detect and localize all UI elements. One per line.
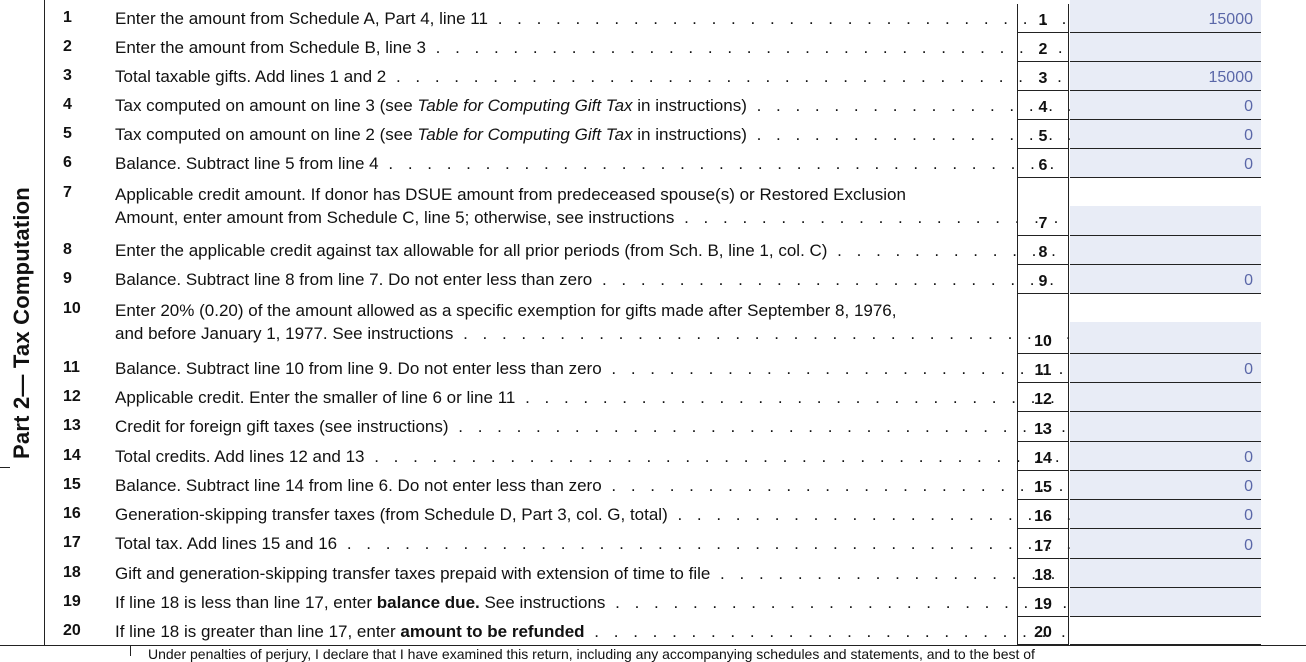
line-box-label: 14 — [1017, 442, 1069, 471]
line-description: Tax computed on amount on line 2 (see Table for Computing Gift Tax in instructions) . . . — [115, 123, 1075, 146]
line-number: 6 — [63, 154, 72, 171]
line-description: Balance. Subtract line 10 from line 9. Do not enter less than zero . . . — [115, 357, 1075, 380]
amount-field-line-4[interactable]: 0 — [1070, 91, 1261, 120]
line-number: 1 — [63, 9, 72, 26]
line-number: 9 — [63, 270, 72, 287]
line-box-label: 19 — [1017, 588, 1069, 617]
line-number: 4 — [63, 96, 72, 113]
line-description: Enter the amount from Schedule A, Part 4, line 11 . . . — [115, 7, 1075, 30]
amount-field-line-7[interactable] — [1070, 206, 1261, 236]
section-title: Part 2— Tax Computation — [9, 186, 35, 459]
line-box-label: 20 — [1017, 617, 1069, 645]
line-box-label: 16 — [1017, 500, 1069, 529]
line-number: 10 — [63, 300, 81, 317]
line-number: 11 — [63, 359, 80, 376]
section-title-container — [0, 0, 44, 645]
amount-field-line-6[interactable]: 0 — [1070, 149, 1261, 178]
line-description: Applicable credit. Enter the smaller of line 6 or line 11 . . . — [115, 386, 1075, 409]
line-number: 13 — [63, 417, 81, 434]
field-spacer — [1070, 294, 1261, 322]
amount-field-line-12[interactable] — [1070, 383, 1261, 412]
amount-field-line-1[interactable]: 15000 — [1070, 0, 1261, 33]
line-number: 12 — [63, 388, 81, 405]
line-description: Tax computed on amount on line 3 (see Table for Computing Gift Tax in instructions) . . . — [115, 94, 1075, 117]
amount-field-line-3[interactable]: 15000 — [1070, 62, 1261, 91]
line-number: 8 — [63, 241, 72, 258]
line-number: 7 — [63, 184, 72, 201]
line-description: Balance. Subtract line 14 from line 6. Do not enter less than zero . . . — [115, 474, 1075, 497]
amount-field-line-17[interactable]: 0 — [1070, 529, 1261, 559]
line-description: Generation-skipping transfer taxes (from Schedule D, Part 3, col. G, total) . . . — [115, 503, 1075, 526]
line-number: 16 — [63, 505, 81, 522]
amount-field-line-10[interactable] — [1070, 322, 1261, 354]
line-description: If line 18 is greater than line 17, enter amount to be refunded . . . — [115, 620, 1075, 643]
line-description: Enter 20% (0.20) of the amount allowed as a specific exemption for gifts made after September 8, 1976, and before January 1, 1977. See instructions . . . — [115, 299, 1075, 345]
amount-field-line-18[interactable] — [1070, 559, 1261, 588]
amount-field-line-20[interactable] — [1070, 617, 1261, 645]
line-number: 18 — [63, 564, 81, 581]
line-box-label: 8 — [1017, 236, 1069, 265]
line-box-label: 17 — [1017, 529, 1069, 559]
amount-field-line-16[interactable]: 0 — [1070, 500, 1261, 529]
line-box-label: 7 — [1017, 178, 1069, 236]
line-description: Balance. Subtract line 8 from line 7. Do not enter less than zero . . . — [115, 268, 1075, 291]
line-description: Total credits. Add lines 12 and 13 . . . — [115, 445, 1075, 468]
line-description: Total tax. Add lines 15 and 16 . . . — [115, 532, 1075, 555]
line-box-label: 15 — [1017, 471, 1069, 500]
line-box-label: 11 — [1017, 354, 1069, 383]
line-number: 17 — [63, 534, 81, 551]
line-number: 5 — [63, 125, 72, 142]
perjury-statement: Under penalties of perjury, I declare that I have examined this return, including any accompanying schedules and statements, and to the best of — [148, 646, 1035, 662]
line-description: Applicable credit amount. If donor has DSUE amount from predeceased spouse(s) or Restored Exclusion Amount, enter amount from Schedule C, line 5; otherwise, see instructions . . . — [115, 183, 1075, 229]
line-box-label: 5 — [1017, 120, 1069, 149]
line-box-label: 1 — [1017, 4, 1069, 33]
line-number: 15 — [63, 476, 81, 493]
line-number: 14 — [63, 447, 81, 464]
amount-field-line-13[interactable] — [1070, 412, 1261, 442]
line-description: Total taxable gifts. Add lines 1 and 2 . . . — [115, 65, 1075, 88]
line-box-label: 12 — [1017, 383, 1069, 412]
line-description: Credit for foreign gift taxes (see instructions) . . . — [115, 415, 1075, 438]
line-number: 19 — [63, 593, 81, 610]
amount-field-line-19[interactable] — [1070, 588, 1261, 617]
line-description: If line 18 is less than line 17, enter balance due. See instructions . . . — [115, 591, 1075, 614]
line-box-label: 6 — [1017, 149, 1069, 178]
line-box-label: 2 — [1017, 33, 1069, 62]
field-spacer — [1070, 178, 1261, 206]
amount-field-line-11[interactable]: 0 — [1070, 354, 1261, 383]
amount-field-line-5[interactable]: 0 — [1070, 120, 1261, 149]
line-number: 3 — [63, 67, 72, 84]
line-number: 20 — [63, 622, 81, 639]
line-description: Gift and generation-skipping transfer taxes prepaid with extension of time to file . . . — [115, 562, 1075, 585]
amount-field-line-9[interactable]: 0 — [1070, 265, 1261, 294]
amount-field-line-2[interactable] — [1070, 33, 1261, 62]
line-box-label: 4 — [1017, 91, 1069, 120]
line-box-label: 9 — [1017, 265, 1069, 294]
line-box-label: 18 — [1017, 559, 1069, 588]
amount-field-line-8[interactable] — [1070, 236, 1261, 265]
line-box-label: 3 — [1017, 62, 1069, 91]
amount-field-line-15[interactable]: 0 — [1070, 471, 1261, 500]
line-description: Enter the applicable credit against tax allowable for all prior periods (from Sch. B, line 1, col. C) . . . — [115, 239, 1075, 262]
line-box-label: 10 — [1017, 294, 1069, 354]
amount-field-line-14[interactable]: 0 — [1070, 442, 1261, 471]
footer-divider — [130, 645, 131, 656]
line-description: Enter the amount from Schedule B, line 3 . . . — [115, 36, 1075, 59]
line-box-label: 13 — [1017, 412, 1069, 442]
line-description: Balance. Subtract line 5 from line 4 . . . — [115, 152, 1075, 175]
line-number: 2 — [63, 38, 72, 55]
